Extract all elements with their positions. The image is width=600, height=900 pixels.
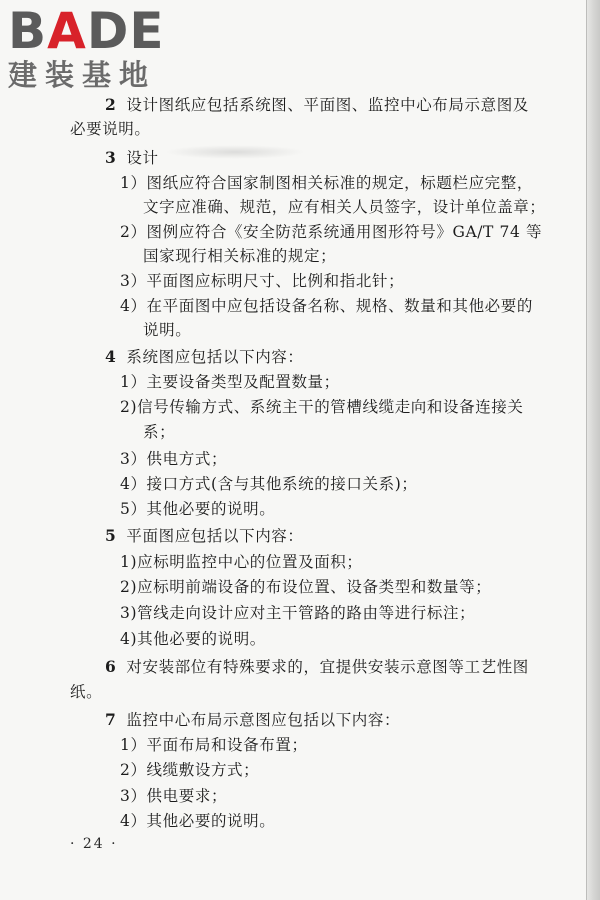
item-text: 设计 — [126, 149, 159, 167]
item-number: 5 — [105, 526, 117, 545]
item-number: 4 — [105, 347, 117, 366]
item-number: 3 — [105, 148, 117, 167]
item-6-line-2: 纸。 — [70, 683, 103, 701]
item-3-heading — [105, 148, 159, 168]
item-text: 监控中心布局示意图应包括以下内容： — [126, 711, 401, 729]
sub-item: 4）在平面图中应包括设备名称、规格、数量和其他必要的 — [120, 297, 533, 315]
logo-brand — [8, 4, 165, 58]
sub-item: 2）图例应符合《安全防范系统通用图形符号》GA/T 74 等 — [120, 223, 543, 241]
sub-item: 4）其他必要的说明。 — [120, 812, 276, 830]
scan-edge — [586, 0, 600, 900]
sub-item: 5）其他必要的说明。 — [120, 500, 276, 518]
item-text: 系统图应包括以下内容： — [126, 348, 304, 366]
sub-item: 4)其他必要的说明。 — [120, 630, 266, 648]
logo-letter-b: B — [8, 2, 48, 60]
item-text: 设计图纸应包括系统图、平面图、监控中心布局示意图及 — [126, 96, 529, 114]
sub-item-continued: 系； — [143, 423, 176, 441]
item-text: 平面图应包括以下内容： — [126, 527, 304, 545]
sub-item: 3)管线走向设计应对主干管路的路由等进行标注； — [120, 604, 476, 622]
item-2-line-2: 必要说明。 — [70, 120, 151, 138]
logo-subtitle: 建装基地 — [8, 58, 157, 92]
item-number: 2 — [105, 95, 117, 114]
item-4-heading — [105, 347, 304, 367]
sub-item-continued: 说明。 — [143, 321, 192, 339]
sub-item: 1)应标明监控中心的位置及面积； — [120, 553, 363, 571]
sub-item: 2）线缆敷设方式； — [120, 761, 260, 779]
sub-item-continued: 国家现行相关标准的规定； — [143, 247, 337, 265]
sub-item: 2)信号传输方式、系统主干的管槽线缆走向和设备连接关 — [120, 398, 524, 416]
item-number: 6 — [105, 657, 117, 676]
sub-item: 1）主要设备类型及配置数量； — [120, 373, 340, 391]
scan-edge-line — [586, 0, 587, 900]
sub-item: 3）供电方式； — [120, 450, 228, 468]
logo-letter-a: A — [47, 2, 87, 60]
item-text: 对安装部位有特殊要求的，宜提供安装示意图等工艺性图 — [126, 658, 529, 676]
logo-letters-de: DE — [86, 2, 165, 60]
item-6-line-1 — [105, 657, 529, 677]
page-number: · 24 · — [70, 836, 118, 852]
scan-smudge — [165, 145, 305, 159]
item-7-heading — [105, 710, 400, 730]
bade-logo — [6, 4, 176, 94]
item-number: 7 — [105, 710, 117, 729]
sub-item: 3）平面图应标明尺寸、比例和指北针； — [120, 272, 405, 290]
sub-item: 4）接口方式(含与其他系统的接口关系)； — [120, 475, 418, 493]
item-2-line-1 — [105, 95, 529, 115]
sub-item: 1）图纸应符合国家制图相关标准的规定，标题栏应完整， — [120, 174, 533, 192]
item-5-heading — [105, 526, 304, 546]
sub-item: 3）供电要求； — [120, 787, 228, 805]
sub-item: 1）平面布局和设备布置； — [120, 736, 308, 754]
sub-item: 2)应标明前端设备的布设位置、设备类型和数量等； — [120, 578, 492, 596]
sub-item-continued: 文字应准确、规范，应有相关人员签字，设计单位盖章； — [143, 198, 546, 216]
